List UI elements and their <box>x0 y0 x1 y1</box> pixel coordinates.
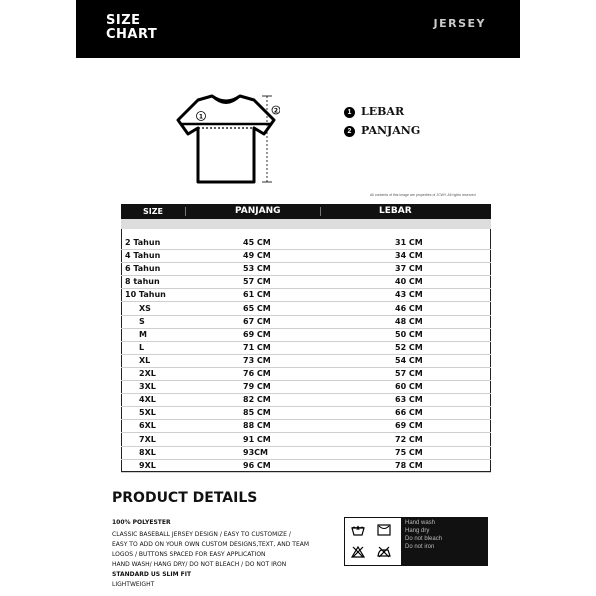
cell-panjang: 79 CM <box>243 382 271 392</box>
cell-panjang: 65 CM <box>243 303 271 313</box>
cell-panjang: 73 CM <box>243 355 271 365</box>
cell-size: XL <box>139 355 151 365</box>
cell-size: 5XL <box>139 408 156 418</box>
cell-panjang: 88 CM <box>243 421 271 431</box>
cell-panjang: 57 CM <box>243 277 271 287</box>
cell-panjang: 76 CM <box>243 369 271 378</box>
table-row <box>121 393 491 407</box>
cell-size: L <box>139 342 145 352</box>
table-row <box>121 236 491 250</box>
table-row <box>121 328 491 342</box>
cell-size: 7XL <box>139 434 156 444</box>
cell-lebar: 69 CM <box>395 421 423 431</box>
title-line-2: CHART <box>106 27 158 42</box>
table-row <box>121 275 491 289</box>
table-row <box>121 249 491 263</box>
cell-size: M <box>139 329 147 339</box>
table-row <box>121 433 491 447</box>
cell-lebar: 37 CM <box>395 264 423 274</box>
cell-panjang: 96 CM <box>243 460 271 470</box>
header-right-label: JERSEY <box>433 17 486 30</box>
care-labels-box <box>402 517 488 566</box>
table-row <box>121 262 491 276</box>
table-row <box>121 315 491 329</box>
copyright-note: All contents of this image are properties of JCWY. All rights reserved <box>370 193 476 197</box>
detail-line: 100% POLYESTER <box>112 519 171 526</box>
header-size: SIZE <box>143 207 164 216</box>
table-row <box>121 380 491 394</box>
cell-lebar: 52 CM <box>395 342 423 352</box>
tshirt-diagram-icon <box>176 94 280 188</box>
cell-panjang: 67 CM <box>243 316 271 326</box>
cell-size: 2 Tahun <box>125 238 161 247</box>
diagram-marker-1: 1 <box>198 113 204 121</box>
detail-line: STANDARD US SLIM FIT <box>112 571 192 578</box>
legend-number-2: 2 <box>344 126 355 137</box>
cell-lebar: 54 CM <box>395 355 423 365</box>
cell-size: 2XL <box>139 369 156 378</box>
detail-line: LOGOS / BUTTONS SPACED FOR EASY APPLICATION <box>112 551 266 558</box>
header-banner <box>76 0 520 58</box>
detail-line: LIGHTWEIGHT <box>112 581 155 588</box>
cell-lebar: 46 CM <box>395 303 423 313</box>
care-label: Hang dry <box>405 528 430 534</box>
header-divider <box>320 207 321 216</box>
cell-lebar: 34 CM <box>395 251 423 261</box>
care-icons-box <box>344 517 402 566</box>
legend-number-1: 1 <box>344 107 355 118</box>
table-row <box>121 354 491 368</box>
care-label: Hand wash <box>405 520 436 526</box>
table-row <box>121 341 491 355</box>
cell-panjang: 53 CM <box>243 264 271 274</box>
cell-lebar: 50 CM <box>395 329 423 339</box>
header-panjang: PANJANG <box>235 206 281 216</box>
no-iron-icon <box>377 546 391 558</box>
cell-panjang: 91 CM <box>243 434 271 444</box>
cell-size: S <box>139 316 145 326</box>
detail-line: CLASSIC BASEBALL JERSEY DESIGN / EASY TO CUSTOMIZE / <box>112 531 291 538</box>
cell-panjang: 45 CM <box>243 238 271 247</box>
diagram-marker-2: 2 <box>273 107 279 115</box>
cell-size: 4XL <box>139 395 156 405</box>
cell-size: 6 Tahun <box>125 264 161 274</box>
legend-label-panjang: PANJANG <box>361 124 421 137</box>
care-label: Do not iron <box>405 544 435 550</box>
detail-line: HAND WASH/ HANG DRY/ DO NOT BLEACH / DO NOT IRON <box>112 561 287 568</box>
cell-size: 10 Tahun <box>125 290 166 300</box>
table-row <box>121 302 491 316</box>
legend-label-lebar: LEBAR <box>361 105 405 118</box>
cell-size: 4 Tahun <box>125 251 161 261</box>
cell-lebar: 43 CM <box>395 290 423 300</box>
table-row <box>121 367 491 381</box>
cell-panjang: 49 CM <box>243 251 271 261</box>
hand-wash-icon <box>351 524 365 536</box>
header-lebar: LEBAR <box>379 206 412 216</box>
cell-lebar: 40 CM <box>395 277 423 287</box>
cell-panjang: 82 CM <box>243 395 271 405</box>
table-subheader-bar <box>121 219 491 229</box>
cell-lebar: 63 CM <box>395 395 423 405</box>
cell-lebar: 31 CM <box>395 238 423 247</box>
cell-size: 8 tahun <box>125 277 160 287</box>
cell-lebar: 57 CM <box>395 369 423 378</box>
cell-panjang: 93CM <box>243 447 268 457</box>
product-details-title: PRODUCT DETAILS <box>112 490 258 506</box>
cell-size: 3XL <box>139 382 156 392</box>
cell-panjang: 61 CM <box>243 290 271 300</box>
no-bleach-icon <box>351 546 365 558</box>
cell-lebar: 66 CM <box>395 408 423 418</box>
cell-size: 8XL <box>139 447 156 457</box>
cell-size: 9XL <box>139 460 156 470</box>
table-border-bottom <box>121 471 491 472</box>
table-row <box>121 406 491 420</box>
cell-size: 6XL <box>139 421 156 431</box>
table-row <box>121 446 491 460</box>
hang-dry-icon <box>377 524 391 536</box>
table-row <box>121 288 491 302</box>
cell-lebar: 72 CM <box>395 434 423 444</box>
care-label: Do not bleach <box>405 536 443 542</box>
cell-lebar: 75 CM <box>395 447 423 457</box>
cell-panjang: 85 CM <box>243 408 271 418</box>
header-divider <box>185 207 186 216</box>
size-table-header <box>121 204 491 219</box>
cell-lebar: 60 CM <box>395 382 423 392</box>
detail-line: EASY TO ADD ON YOUR OWN CUSTOM DESIGNS,TEXT, AND TEAM <box>112 541 310 548</box>
care-instructions <box>344 517 488 566</box>
cell-lebar: 48 CM <box>395 316 423 326</box>
title-line-1: SIZE <box>106 13 141 28</box>
cell-panjang: 71 CM <box>243 342 271 352</box>
cell-size: XS <box>139 303 151 313</box>
table-row <box>121 419 491 433</box>
cell-lebar: 78 CM <box>395 460 423 470</box>
cell-panjang: 69 CM <box>243 329 271 339</box>
